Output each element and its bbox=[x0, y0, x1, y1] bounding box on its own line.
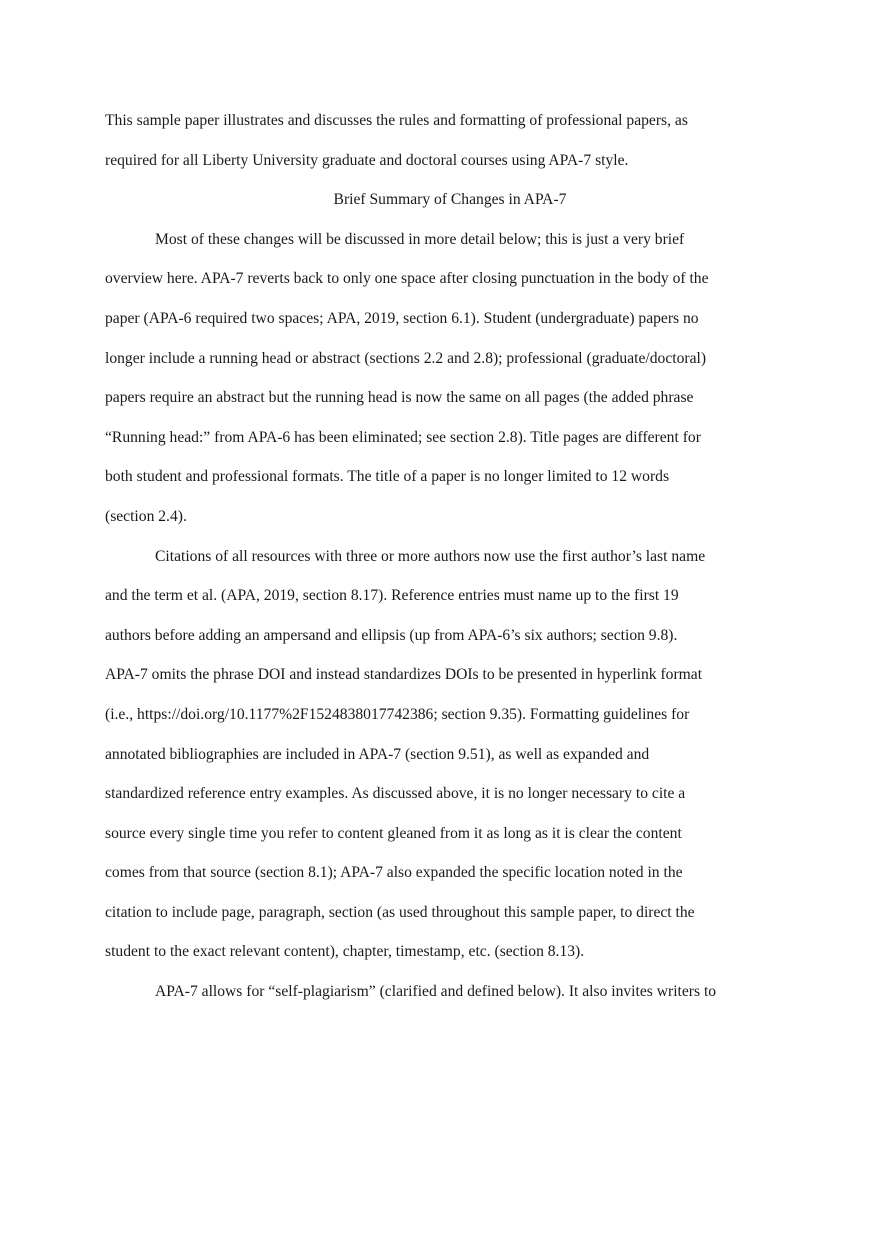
text-line: longer include a running head or abstract (sections 2.2 and 2.8); professional (graduate/doctoral) bbox=[105, 349, 707, 367]
text-line: APA-7 omits the phrase DOI and instead standardizes DOIs to be presented in hyperlink format bbox=[105, 666, 703, 684]
text-line: citation to include page, paragraph, section (as used throughout this sample paper, to direct the bbox=[105, 903, 695, 921]
text-line: Most of these changes will be discussed in more detail below; this is just a very brief bbox=[155, 230, 685, 248]
text-line: This sample paper illustrates and discusses the rules and formatting of professional papers, as bbox=[105, 112, 688, 129]
intro-paragraph bbox=[105, 101, 795, 180]
text-line: APA-7 allows for “self-plagiarism” (clarified and defined below). It also invites writers to bbox=[155, 983, 717, 1001]
text-line: required for all Liberty University graduate and doctoral courses using APA-7 style. bbox=[105, 151, 629, 169]
text-line: Citations of all resources with three or more authors now use the first author’s last name bbox=[155, 547, 706, 565]
text-line: and the term et al. (APA, 2019, section 8.17). Reference entries must name up to the first 19 bbox=[105, 587, 679, 605]
text-line: source every single time you refer to content gleaned from it as long as it is clear the content bbox=[105, 824, 682, 842]
text-line: standardized reference entry examples. As discussed above, it is no longer necessary to cite a bbox=[105, 785, 686, 803]
summary-paragraph-2 bbox=[105, 537, 795, 973]
text-line: student to the exact relevant content), chapter, timestamp, etc. (section 8.13). bbox=[105, 943, 585, 961]
summary-paragraph-1 bbox=[105, 220, 795, 537]
text-line: annotated bibliographies are included in APA-7 (section 9.51), as well as expanded and bbox=[105, 745, 650, 763]
text-line: comes from that source (section 8.1); APA-7 also expanded the specific location noted in the bbox=[105, 864, 683, 882]
text-line: (i.e., https://doi.org/10.1177%2F1524838017742386; section 9.35). Formatting guidelines for bbox=[105, 705, 690, 723]
document-body bbox=[105, 101, 795, 1012]
text-line: both student and professional formats. The title of a paper is no longer limited to 12 words bbox=[105, 468, 670, 486]
text-line: “Running head:” from APA-6 has been eliminated; see section 2.8). Title pages are different for bbox=[105, 428, 701, 446]
text-line: (section 2.4). bbox=[105, 507, 187, 525]
section-heading: Brief Summary of Changes in APA-7 bbox=[333, 191, 567, 209]
text-line: paper (APA-6 required two spaces; APA, 2019, section 6.1). Student (undergraduate) papers no bbox=[105, 309, 699, 327]
text-line: papers require an abstract but the running head is now the same on all pages (the added phrase bbox=[105, 389, 694, 407]
text-line: overview here. APA-7 reverts back to only one space after closing punctuation in the body of the bbox=[105, 270, 709, 288]
summary-paragraph-3 bbox=[105, 972, 795, 1012]
text-line: authors before adding an ampersand and ellipsis (up from APA-6’s six authors; section 9.8). bbox=[105, 626, 678, 644]
